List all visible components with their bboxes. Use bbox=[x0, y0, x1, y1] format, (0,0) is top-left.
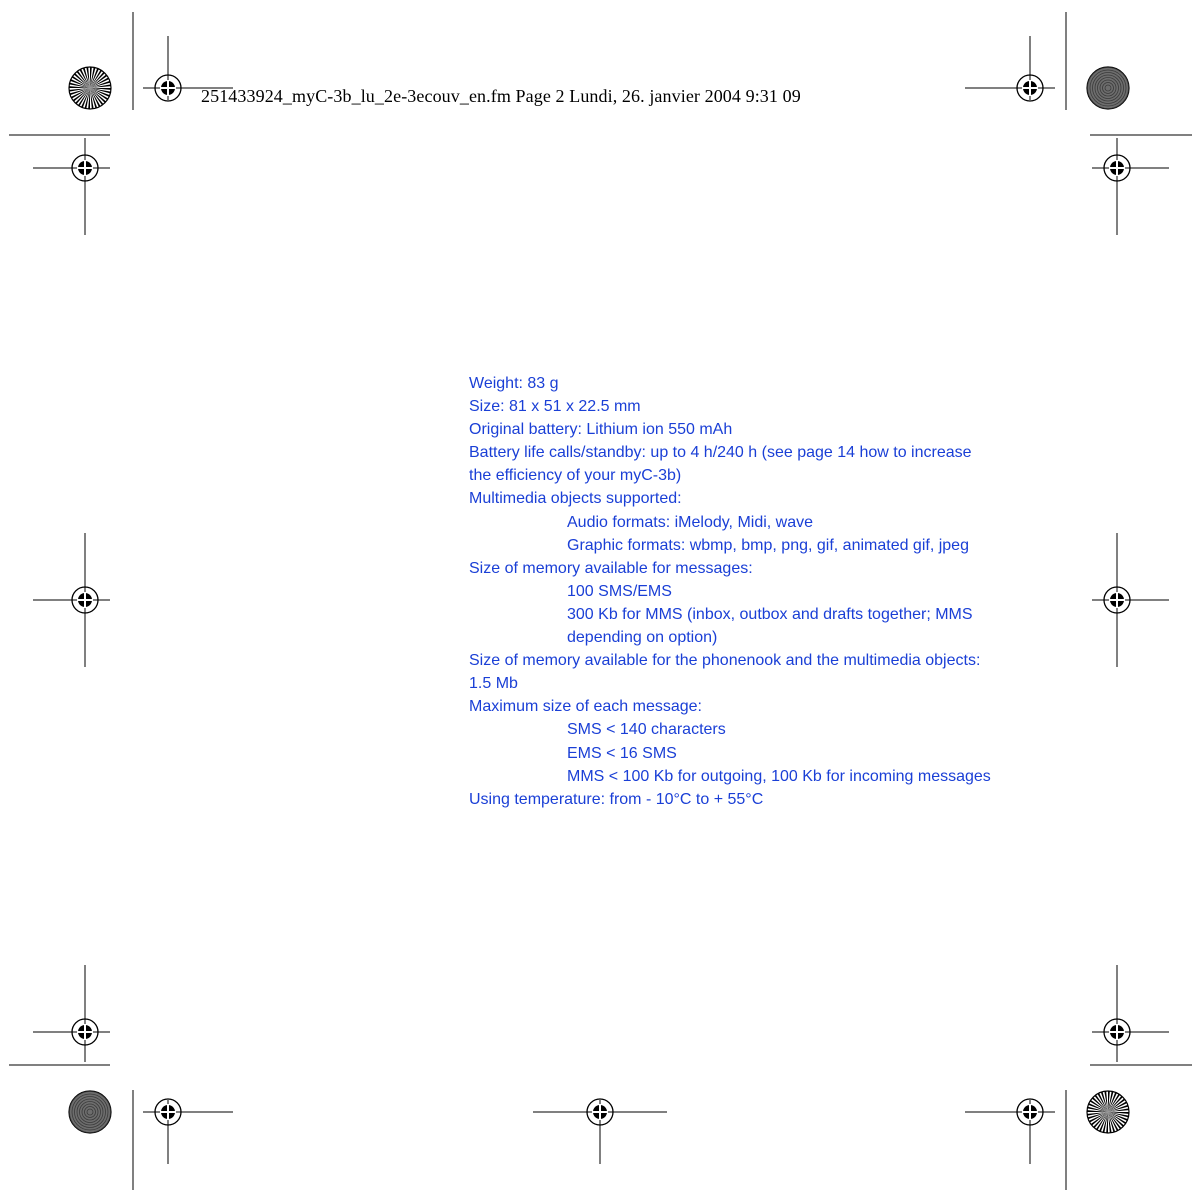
starburst-disc-bottom-right bbox=[1087, 1091, 1129, 1133]
registration-target-lower-right bbox=[1092, 965, 1169, 1062]
spec-memory-phonebook: Size of memory available for the phonenook and the multimedia objects: bbox=[469, 652, 981, 670]
spec-temperature: Using temperature: from - 10°C to + 55°C bbox=[469, 790, 764, 808]
spec-memory-messages-heading: Size of memory available for messages: bbox=[469, 559, 753, 577]
spec-audio-formats: Audio formats: iMelody, Midi, wave bbox=[567, 513, 814, 531]
grey-disc-bottom-left bbox=[69, 1091, 111, 1133]
file-header-line: 251433924_myC-3b_lu_2e-3ecouv_en.fm Page 2 Lundi, 26. janvier 2004 9:31 09 bbox=[201, 86, 801, 106]
spec-battery: Original battery: Lithium ion 550 mAh bbox=[469, 421, 733, 439]
spec-sms-max: SMS < 140 characters bbox=[567, 721, 726, 739]
registration-target-upper-left bbox=[33, 138, 110, 235]
registration-target-middle-left bbox=[33, 533, 110, 667]
spec-multimedia-heading: Multimedia objects supported: bbox=[469, 490, 682, 508]
registration-target-upper-right bbox=[1092, 138, 1169, 235]
spec-graphic-formats: Graphic formats: wbmp, bmp, png, gif, animated gif, jpeg bbox=[567, 536, 969, 554]
spec-battery-life-continued: the efficiency of your myC-3b) bbox=[469, 467, 682, 485]
spec-battery-life: Battery life calls/standby: up to 4 h/240 h (see page 14 how to increase bbox=[469, 444, 972, 462]
grey-disc-top-right bbox=[1087, 67, 1129, 109]
spec-memory-phonebook-value: 1.5 Mb bbox=[469, 675, 518, 693]
registration-target-bottom-right bbox=[965, 1099, 1055, 1164]
spec-weight: Weight: 83 g bbox=[469, 375, 559, 392]
registration-target-top-center-right bbox=[965, 36, 1055, 101]
starburst-disc-top-left bbox=[69, 67, 111, 109]
spec-mms-capacity-continued: depending on option) bbox=[567, 629, 718, 647]
registration-target-lower-left bbox=[33, 965, 110, 1062]
spec-sms-ems-capacity: 100 SMS/EMS bbox=[567, 582, 672, 600]
spec-mms-capacity: 300 Kb for MMS (inbox, outbox and drafts together; MMS bbox=[567, 605, 973, 623]
spec-size: Size: 81 x 51 x 22.5 mm bbox=[469, 398, 641, 416]
registration-target-bottom-center bbox=[533, 1099, 667, 1164]
specifications-block bbox=[469, 372, 1039, 811]
spec-ems-max: EMS < 16 SMS bbox=[567, 744, 677, 762]
registration-target-middle-right bbox=[1092, 533, 1169, 667]
spec-mms-max: MMS < 100 Kb for outgoing, 100 Kb for incoming messages bbox=[567, 767, 991, 785]
spec-max-size-heading: Maximum size of each message: bbox=[469, 698, 702, 716]
registration-target-bottom-left bbox=[143, 1099, 233, 1164]
